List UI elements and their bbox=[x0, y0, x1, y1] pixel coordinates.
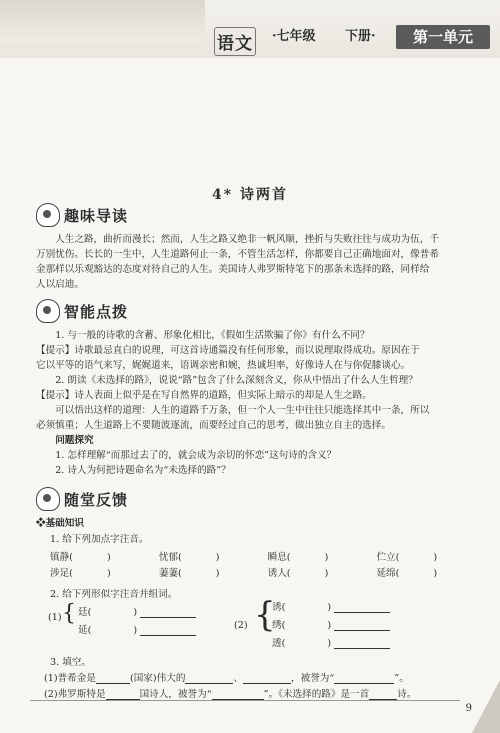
grade-label: ·七年级 bbox=[272, 29, 316, 44]
section-heading-feedback: 随堂反馈 bbox=[36, 488, 128, 510]
fill-in-2: (2)弗罗斯特是 国诗人，被誉为“ ”。《未选择的路》是一首 诗。 bbox=[44, 689, 417, 700]
pinyin-row-1: 镇静( ) 忧郁( ) 瞬息( ) 伫立( ) bbox=[50, 552, 438, 563]
pinyin-row-2: 涉足( ) 萋萋( ) 诱人( ) 延绵( ) bbox=[50, 568, 438, 579]
group-number-2: (2) bbox=[234, 620, 248, 631]
page-number: 9 bbox=[465, 703, 472, 714]
char-pair-1b: 延( ) bbox=[78, 622, 196, 636]
group-number-1: (1) bbox=[48, 612, 62, 623]
word-blank[interactable] bbox=[334, 620, 390, 631]
answer-blank[interactable] bbox=[106, 689, 140, 700]
answer-blank[interactable] bbox=[243, 673, 291, 684]
answer-blank[interactable] bbox=[212, 689, 264, 700]
word-blank[interactable] bbox=[334, 602, 390, 613]
word-blank[interactable] bbox=[140, 607, 196, 618]
char-pair-1a: 廷( ) bbox=[78, 604, 196, 618]
intro-paragraph: 人生之路，曲折而漫长；然而，人生之路又绝非一帆风顺，挫折与失败往往与成功为伍，千 万别忧伤。长长的一生中，人生道路何止一条，不管生活怎样，你都要自己正确地面对，像普希 金那样以乐观豁达的态度对待自己的人生。美国诗人弗罗斯特笔下的那条未选择的路，同样给 人以启迪。 bbox=[36, 234, 439, 290]
lesson-title: 4* 诗两首 bbox=[212, 187, 288, 203]
brace: { bbox=[62, 601, 76, 626]
unit-badge: 第一单元 bbox=[396, 25, 490, 49]
pencil-icon bbox=[36, 487, 60, 511]
question-2: 2. 给下列形似字注音并组词。 bbox=[50, 589, 178, 600]
word-blank[interactable] bbox=[140, 625, 196, 636]
subject-label: 语文 bbox=[214, 27, 256, 56]
answer-blank[interactable] bbox=[185, 673, 233, 684]
answer-blank[interactable] bbox=[369, 689, 397, 700]
brace: { bbox=[254, 595, 276, 635]
page-header bbox=[0, 0, 500, 58]
page-corner-decoration bbox=[472, 680, 500, 733]
question-1: 1. 给下列加点字注音。 bbox=[50, 534, 149, 545]
question-3: 3. 填空。 bbox=[50, 657, 91, 668]
tips-paragraph: 1. 与一般的诗歌的含蓄、形象化相比，《假如生活欺骗了你》有什么不同？ 【提示】诗歌最忌直白的说理，可这首诗通篇没有任何形象，而以说理取得成功。原因在于 它以平等的语气来写，娓娓道来，语调亲密和婉，热诚坦率，好像诗人在与你促膝谈心。 2. 朗读《未选择的路》，说说“路”包含了什么深刻含义，你从中悟出了什么人生哲理？ 【提示】诗人表面上似乎是在写自然界的道路，但实际上暗示的却是人生之路。 可以悟出这样的道理：人生的道路千万条，但一个人一生中往往只能选择其中一条，所以 必须慎重；人生道路上不要随波逐流，而要经过自己的思考，做出独立自主的选择。 问题探究 1. 怎样理解“而那过去了的，就会成为亲切的怀恋”这句诗的含义？ 2. 诗人为何把诗题命名为“未选择的路”？ bbox=[36, 330, 430, 476]
word-blank[interactable] bbox=[334, 638, 390, 649]
answer-blank[interactable] bbox=[96, 673, 130, 684]
volume-label: 下册· bbox=[345, 29, 376, 44]
section-heading-smart-tips: 智能点拨 bbox=[36, 300, 128, 322]
book-icon bbox=[36, 203, 60, 227]
lightbulb-icon bbox=[36, 299, 60, 323]
answer-blank[interactable] bbox=[334, 673, 394, 684]
char-pair-2a: 诱( ) bbox=[272, 599, 390, 613]
footer-rule bbox=[30, 700, 460, 701]
header-decoration bbox=[0, 0, 205, 42]
char-pair-2b: 绣( ) bbox=[272, 617, 390, 631]
fill-in-1: (1)普希金是 (国家)伟大的 、 ，被誉为“ ”。 bbox=[44, 673, 409, 684]
char-pair-2c: 透( ) bbox=[272, 635, 390, 649]
basic-knowledge-heading: ❖基础知识 bbox=[36, 518, 84, 529]
section-heading-fun-reading: 趣味导读 bbox=[36, 204, 128, 226]
